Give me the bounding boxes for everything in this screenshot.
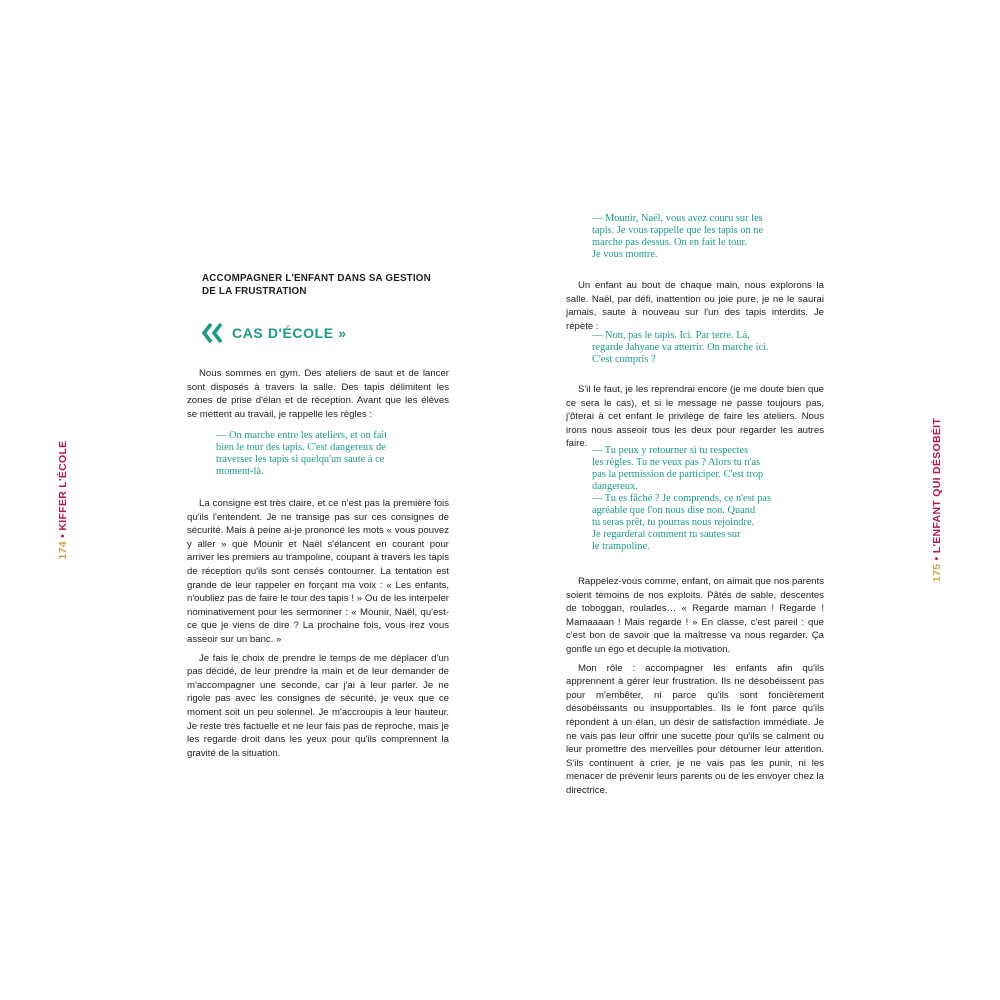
quote-line: Je vous montre. (592, 249, 658, 260)
paragraph: Mon rôle : accompagner les enfants afin qu'ils apprennent à gérer leur frustration. Ils ne désobéissent pas pour m'embêter, ni parce qu'ils sont foncièrement désobéissants ou insupportables. Ils le font parce qu'ils répondent à un élan, un désir de satisfaction immédiate. Je ne vais pas leur offrir une sucette pour qu'ils se calment ou leur promettre des merveilles pour détourner leur attention. S'ils continuent à crier, je ne vais pas les punir, ni les menacer de prévenir leurs parents ou de les envoyer chez la directrice. (566, 662, 824, 796)
quote-line: — On marche entre les ateliers, et on fait (216, 430, 388, 441)
right-folio (930, 405, 944, 595)
quote-line: les règles. Tu ne veux pas ? Alors tu n'as (592, 457, 761, 468)
right-folio-separator: • (931, 556, 943, 561)
left-dialogue-quote (216, 430, 436, 478)
quote-line: — Mounir, Naël, vous avez couru sur les (592, 213, 763, 224)
paragraph: La consigne est très claire, et ce n'est pas la première fois qu'ils l'entendent. Je ne transige pas sur ces consignes de sécurité. Mais à peine ai-je prononcé les mots « vous pouvez y aller » que Mounir et Naël s'élancent en courant pour arriver les premiers au trampoline, coupant à travers les tapis de réception qu'ils sont censés contourner. La tentation est grande de leur rappeler en forçant ma voix : « Les enfants, n'oubliez pas de faire le tour des tapis ! » Ou de les interpeler nominativement pour les sermonner : « Mounir, Naël, qu'est-ce que je viens de dire ? La prochaine fois, vous irez vous asseoir sur un banc. » (187, 498, 449, 645)
section-heading (202, 273, 462, 298)
quote-line: regarde Jahyane va atterrir. On marche ici. (592, 342, 769, 353)
right-dialogue-quote-1 (592, 213, 812, 261)
quote-line: Je regarderai comment tu sautes sur (592, 529, 741, 540)
left-folio-separator: • (57, 533, 69, 538)
left-folio (56, 405, 70, 595)
double-chevron-left-icon (202, 322, 224, 344)
quote-line: pas la permission de participer. C'est trop (592, 469, 764, 480)
quote-line: marche pas dessus. On en fait le tour. (592, 237, 747, 248)
quote-line: — Tu es fâché ? Je comprends, ce n'est pas (592, 493, 772, 504)
left-page-number: 174 (57, 541, 69, 560)
quote-line: tapis. Je vous rappelle que les tapis on ne (592, 225, 764, 236)
case-study-title (202, 318, 347, 348)
quote-line: le trampoline. (592, 541, 650, 552)
section-heading-line-2: DE LA FRUSTRATION (202, 285, 307, 297)
quote-line: traverser les tapis si quelqu'un saute à ce (216, 454, 385, 465)
right-body-text-3 (566, 575, 824, 803)
quote-line: — Tu peux y retourner si tu respectes (592, 445, 749, 456)
quote-line: bien le tour des tapis. C'est dangereux de (216, 442, 386, 453)
paragraph: Rappelez-vous comme, enfant, on aimait que nos parents soient témoins de nos exploits. Pâtés de sable, descentes de toboggan, roulades… « Regarde maman ! Regarde ! Mamaaaan ! Mais regarde ! » En classe, c'est pareil : que c'est bon de savoir que la maîtresse va nous regarder. Ça gonfle un égo et décuple la motivation. (566, 576, 824, 655)
quote-line: dangereux. (592, 481, 638, 492)
right-page-number: 175 (931, 563, 943, 583)
case-study-label: CAS D'ÉCOLE » (232, 325, 347, 341)
left-body-text-2 (187, 497, 449, 765)
paragraph: Un enfant au bout de chaque main, nous explorons la salle. Naël, par défi, inattention ou joie pure, je ne le saurai jamais, saute à nouveau sur l'un des tapis interdits. Je répète : (566, 280, 824, 332)
quote-line: C'est compris ? (592, 354, 656, 365)
right-running-title: L'ENFANT QUI DÉSOBÉIT (931, 417, 943, 554)
quote-line: agréable que l'on nous dise non. Quand (592, 505, 756, 516)
quote-line: — Non, pas le tapis. Ici. Par terre. Là, (592, 330, 750, 341)
paragraph: Je fais le choix de prendre le temps de me déplacer d'un pas décidé, de leur prendre la main et de leur demander de m'accompagner une seconde, car j'ai à leur parler. Je ne rigole pas avec les consignes de sécurité, je veux que ce moment soit un peu solennel. Je m'accroupis à leur hauteur. Je reste très factuelle et ne leur fais pas de reproche, mais je les regarde droit dans les yeux pour qu'ils comprennent la gravité de la situation. (187, 652, 449, 759)
quote-line: tu seras prêt, tu pourras nous rejoindre. (592, 517, 755, 528)
quote-line: moment-là. (216, 466, 264, 477)
right-dialogue-quote-2 (592, 330, 812, 366)
paragraph: S'il le faut, je les reprendrai encore (je me doute bien que ce sera le cas), et si le message ne passe toujours pas, j'ôterai à cet enfant le privilège de faire les ateliers. Nous irons nous asseoir tous les deux pour regarder les autres faire. (566, 384, 824, 450)
left-body-text-1 (187, 367, 449, 426)
right-dialogue-quote-3 (592, 445, 812, 553)
left-running-title: KIFFER L'ÉCOLE (57, 440, 69, 531)
paragraph: Nous sommes en gym. Des ateliers de saut et de lancer sont disposés à travers la salle. Des tapis délimitent les zones de prise d'élan et de réception. Avant que les élèves se mettent au travail, je rappelle les règles : (187, 368, 449, 420)
section-heading-line-1: ACCOMPAGNER L'ENFANT DANS SA GESTION (202, 273, 431, 284)
